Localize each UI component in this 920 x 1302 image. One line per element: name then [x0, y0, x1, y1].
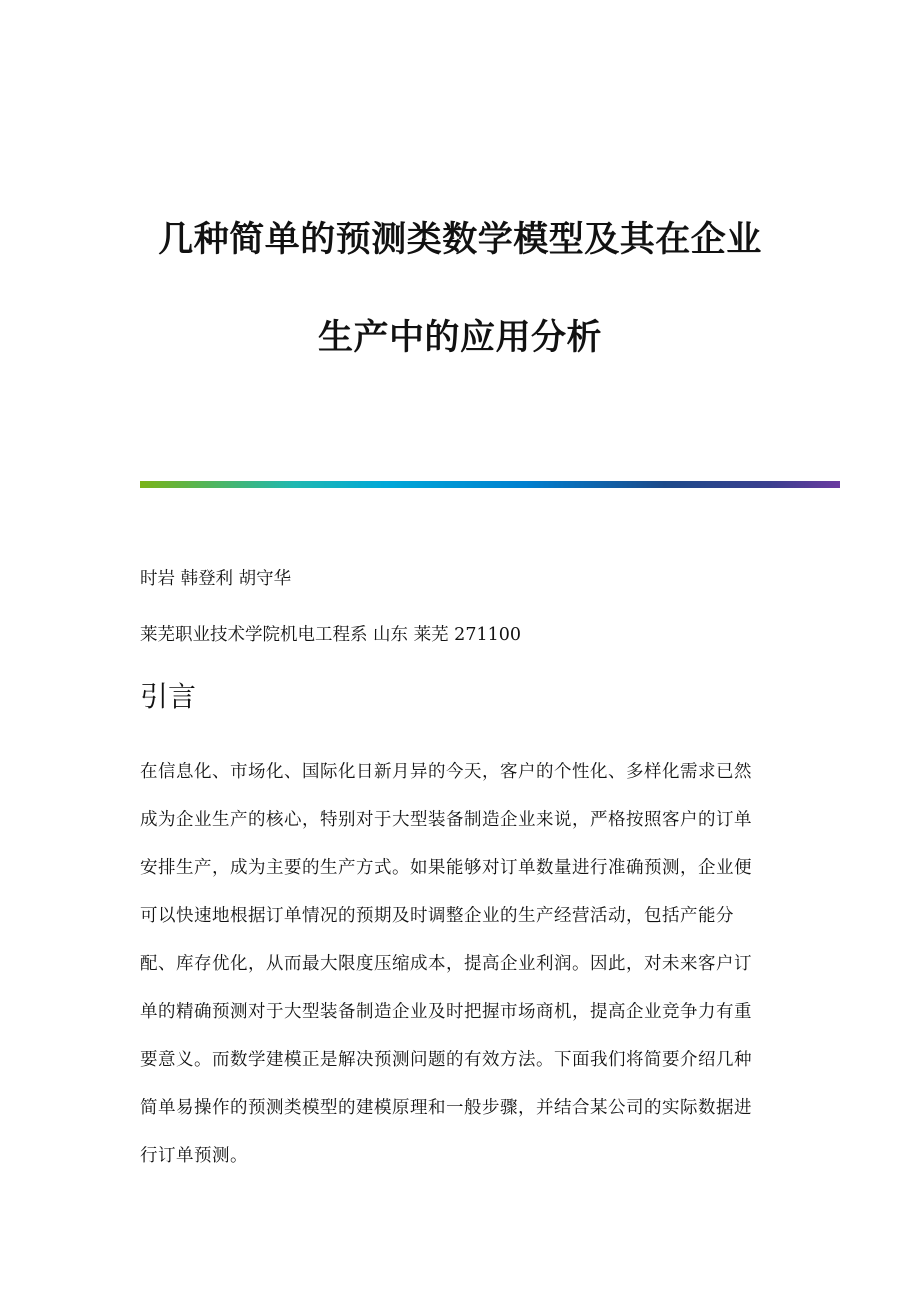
paragraph-line: 可以快速地根据订单情况的预期及时调整企业的生产经营活动，包括产能分 — [140, 906, 734, 926]
intro-paragraph — [140, 761, 780, 1193]
section-heading: 引言 — [140, 680, 197, 713]
paragraph-line: 行订单预测。 — [140, 1146, 248, 1166]
paragraph-line: 配、库存优化，从而最大限度压缩成本，提高企业利润。因此，对未来客户订 — [140, 954, 752, 974]
authors: 时岩 韩登利 胡守华 — [140, 569, 292, 589]
paragraph-line: 成为企业生产的核心，特别对于大型装备制造企业来说，严格按照客户的订单 — [140, 810, 752, 830]
paragraph-line: 在信息化、市场化、国际化日新月异的今天，客户的个性化、多样化需求已然 — [140, 762, 752, 782]
affiliation: 莱芜职业技术学院机电工程系 山东 莱芜 271100 — [140, 625, 521, 645]
paragraph-line: 简单易操作的预测类模型的建模原理和一般步骤，并结合某公司的实际数据进 — [140, 1098, 752, 1118]
paragraph-line: 要意义。而数学建模正是解决预测问题的有效方法。下面我们将简要介绍几种 — [140, 1050, 752, 1070]
paragraph-line: 安排生产，成为主要的生产方式。如果能够对订单数量进行准确预测，企业便 — [140, 858, 752, 878]
document-title-line-1: 几种简单的预测类数学模型及其在企业 — [158, 220, 762, 260]
document-title-line-2: 生产中的应用分析 — [317, 318, 602, 358]
gradient-divider — [140, 481, 840, 488]
paragraph-line: 单的精确预测对于大型装备制造企业及时把握市场商机，提高企业竞争力有重 — [140, 1002, 752, 1022]
